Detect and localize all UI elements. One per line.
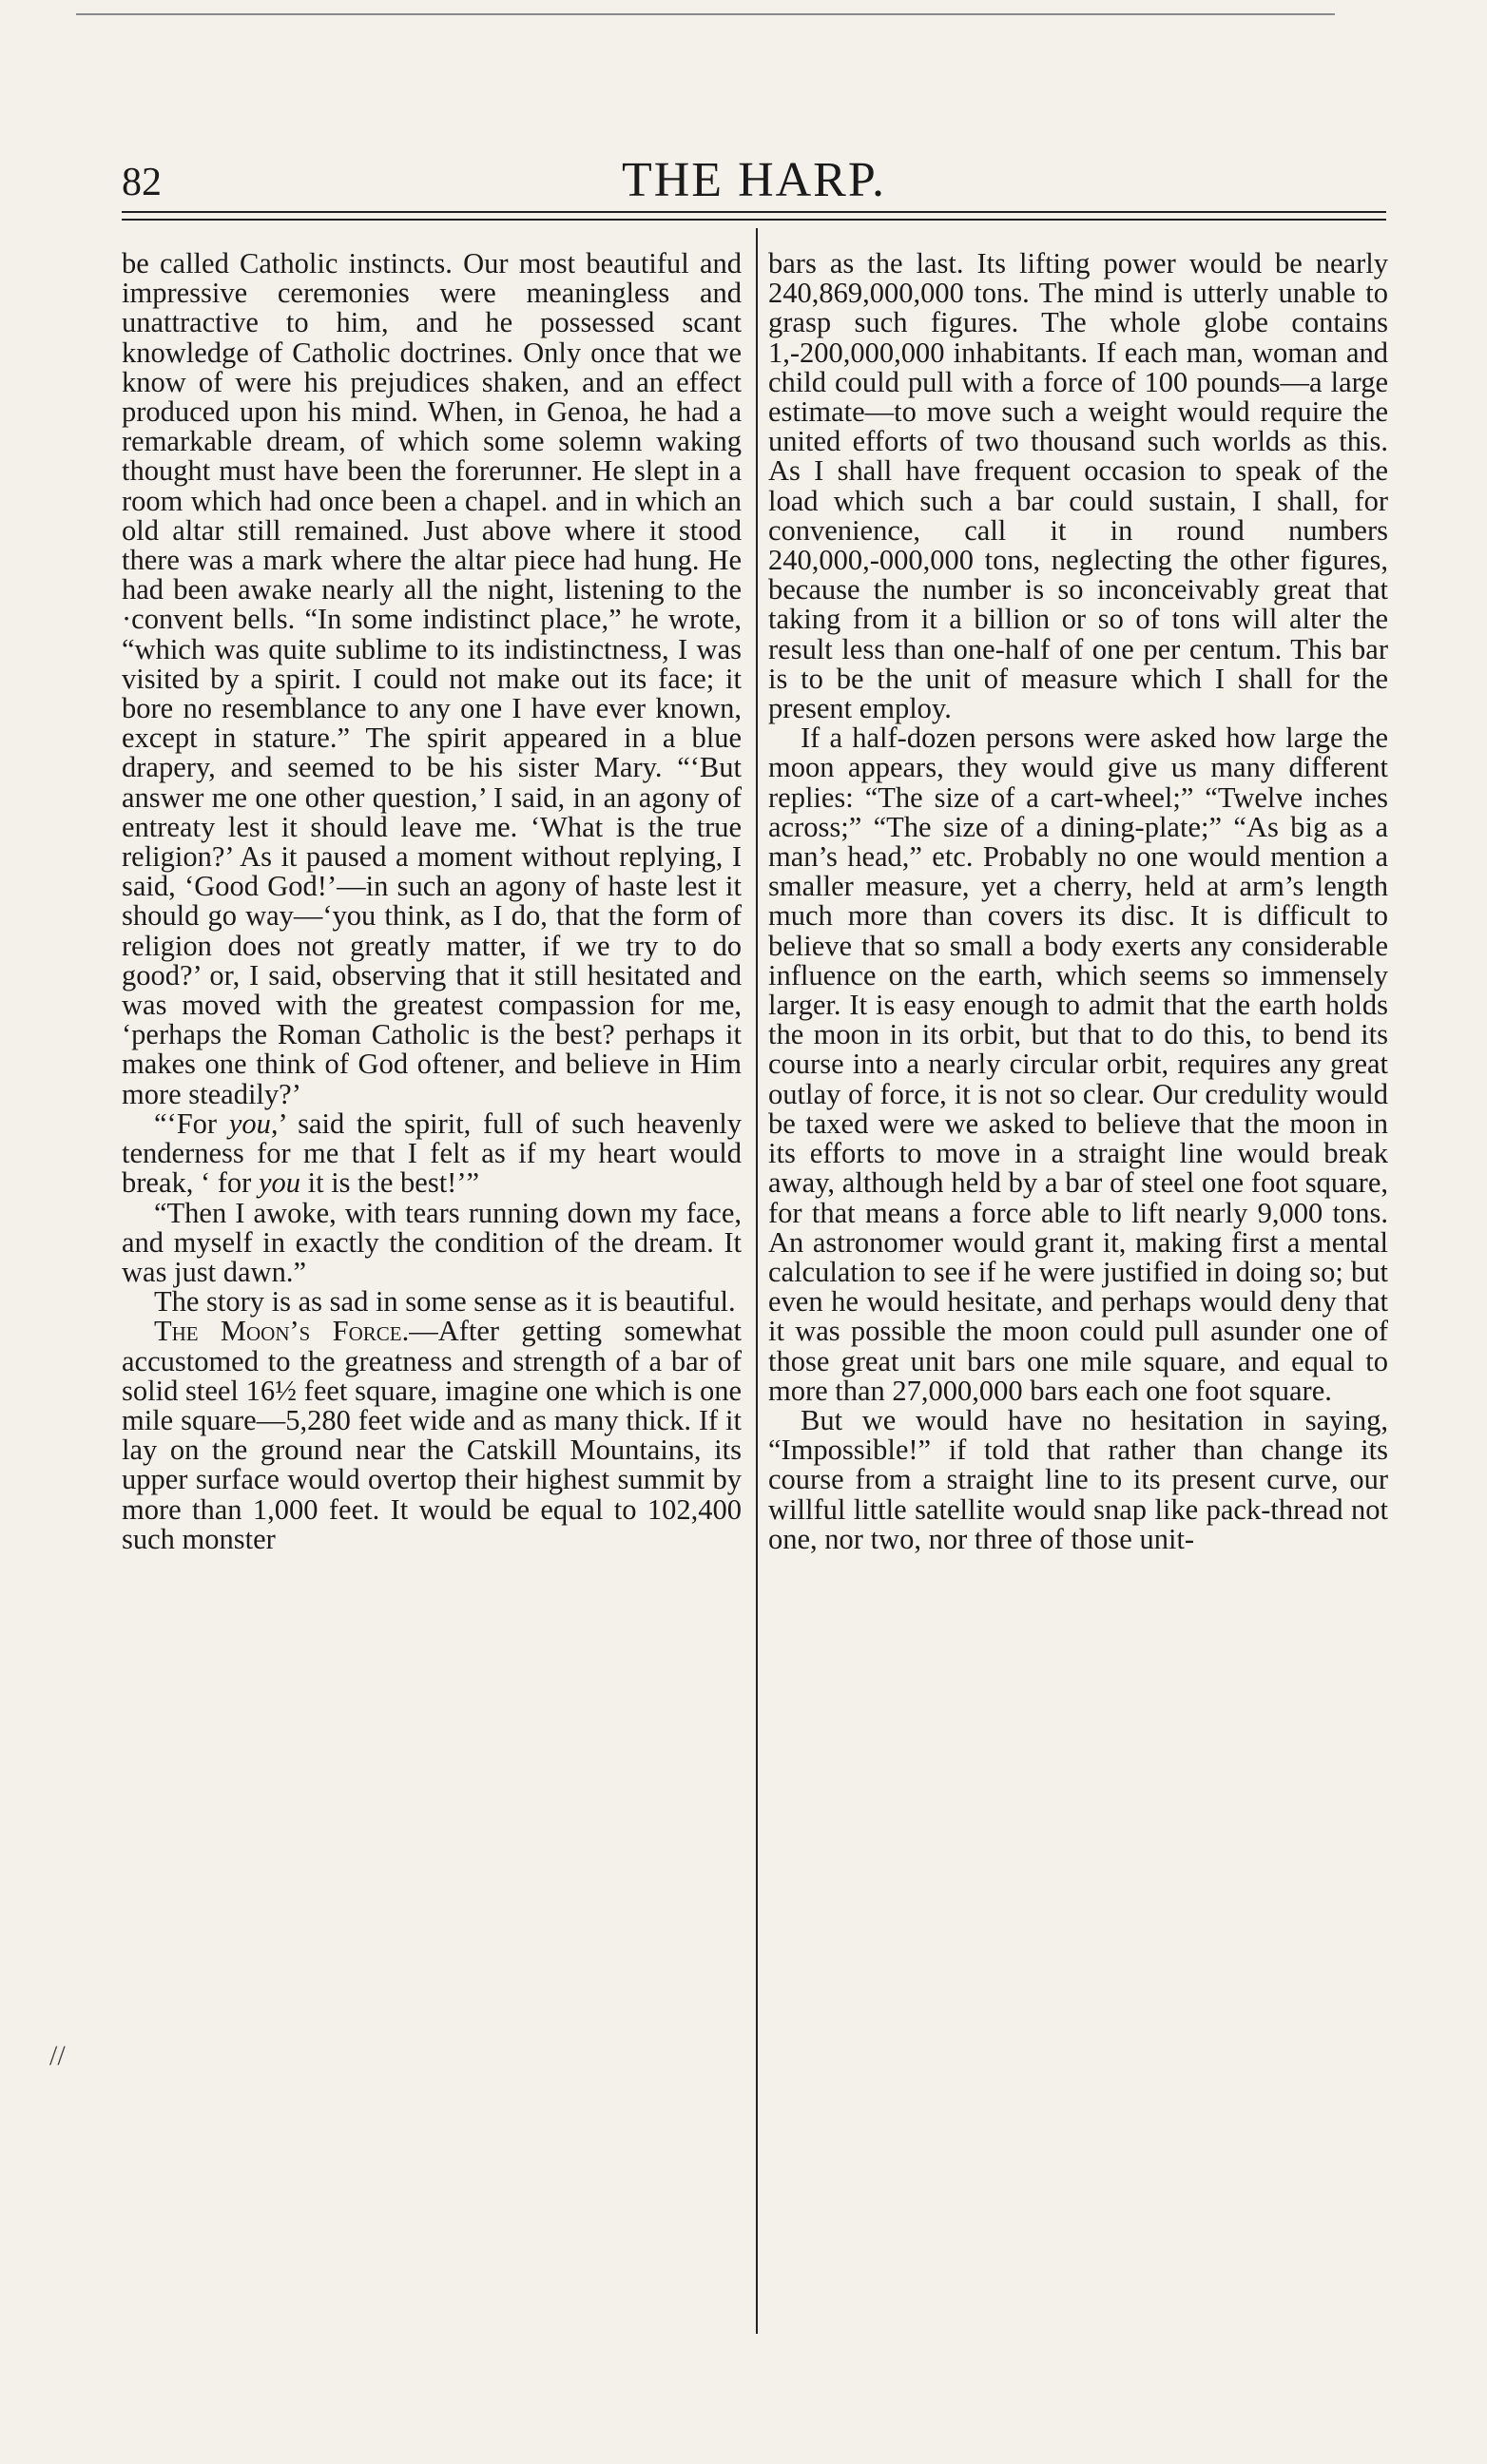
running-title: THE HARP. — [621, 153, 887, 207]
text-run: ’ said the spirit, full of such heavenly tenderness for me that I felt as if my heart would break, ‘ for — [122, 1107, 742, 1200]
text-run: —After getting somewhat accustomed to the greatness and strength of a bar of solid steel 16½ feet square, imagine one which is one mile square—5,280 feet wide and as many thick. If it lay on the ground near the Catskill Mountains, its upper surface would overtop their highest summit by more than 1,000 feet. It would be equal to 102,400 such monster — [122, 1315, 742, 1555]
header-rule-top — [122, 211, 1386, 213]
section-heading: The Moon’s Force. — [154, 1315, 410, 1348]
paragraph: “Then I awoke, with tears running down my face, and myself in exactly the condition of the dream. It was just dawn.” — [122, 1196, 742, 1288]
top-edge-rule — [76, 13, 1335, 15]
paragraph: The story is as sad in some sense as it is beautiful. — [154, 1285, 736, 1319]
paragraph: If a half-dozen persons were asked how large the moon appears, they would give us many different replies: “The size of a cart-wheel;” “Twelve inches across;” “The size of a dining-plate;” “As big as a man’s head,” etc. Probably no one would mention a smaller measure, yet a cherry, held at arm’s length much more than covers its disc. It is difficult to believe that so small a body exerts any considerable influence on the earth, which seems so immensely larger. It is easy enough to admit that the earth holds the moon in its orbit, but that to do this, to bend its course into a nearly circular orbit, requires any great outlay of force, it is not so clear. Our credulity would be taxed were we asked to believe that the moon in its efforts to move in a straight line would break away, although held by a bar of steel one foot square, for that means a force able to lift nearly 9,000 tons. An astronomer would grant it, making first a mental calculation to see if he were justified in doing so; but even he would hesitate, and perhaps would deny that it was possible the moon could pull asunder one of those great unit bars one mile square, and equal to more than 27,000,000 bars each one foot square. — [768, 722, 1388, 1407]
paragraph: be called Catholic instincts. Our most beautiful and impressive ceremonies were meaningless and unattractive to him, and he possessed scant knowledge of Catholic doctrines. Only once that we know of were his prejudices shaken, and an effect produced upon his mind. When, in Genoa, he had a remarkable dream, of which some solemn waking thought must have been the forerunner. He slept in a room which had once been a chapel. and in which an old altar still remained. Just above where it stood there was a mark where the altar piece had hung. He had been awake nearly all the night, listening to the ·convent bells. “In some indistinct place,” he wrote, “which was quite sublime to its indistinctness, I was visited by a spirit. I could not make out its face; it bore no resemblance to any one I have ever known, except in stature.” The spirit appeared in a blue drapery, and seemed to be his sister Mary. “‘But answer me one other question,’ I said, in an agony of entreaty lest it should leave me. ‘What is the true religion?’ As it paused a moment without replying, I said, ‘Good God!’—in such an agony of haste lest it should go way—‘you think, as I do, that the form of religion does not greatly matter, if we try to do good?’ or, I said, observing that it still hesitated and was moved with the greatest compassion for me, ‘perhaps the Roman Catholic is the best? perhaps it makes one think of God oftener, and believe in Him more steadily?’ — [122, 249, 742, 1110]
column-divider — [756, 228, 758, 2334]
page-header — [122, 143, 1386, 209]
page-number: 82 — [122, 161, 162, 204]
margin-annotation: // — [49, 2040, 66, 2071]
text-run: “‘For — [154, 1107, 229, 1140]
text-run: it is the best!’” — [300, 1166, 480, 1200]
paragraph: bars as the last. Its lifting power would be nearly 240,869,000,000 tons. The mind is utterly unable to grasp such figures. The whole globe contains 1,-200,000,000 inhabitants. If each man, woman and child could pull with a force of 100 pounds—a large estimate—to move such a weight would require the united efforts of two thousand such worlds as this. As I shall have frequent occasion to speak of the load which such a bar could sustain, I shall, for convenience, call it in round numbers 240,000,-000,000 tons, neglecting the other figures, because the number is so inconceivably great that taking from it a billion or so of tons will alter the result less than one-half of one per centum. This bar is to be the unit of measure which I shall for the present employ. — [768, 249, 1388, 725]
paragraph — [122, 1317, 742, 1554]
italic-run: you, — [228, 1107, 279, 1140]
italic-run: you — [258, 1166, 300, 1200]
left-column — [122, 249, 742, 2336]
paragraph — [122, 1109, 742, 1199]
right-column — [768, 249, 1388, 2336]
paragraph: But we would have no hesitation in saying, “Impossible!” if told that rather than change its course from a straight line to its present curve, our willful little satellite would snap like pack-thread not one, nor two, nor three of those unit- — [768, 1403, 1388, 1555]
header-rule-bottom — [122, 219, 1386, 221]
